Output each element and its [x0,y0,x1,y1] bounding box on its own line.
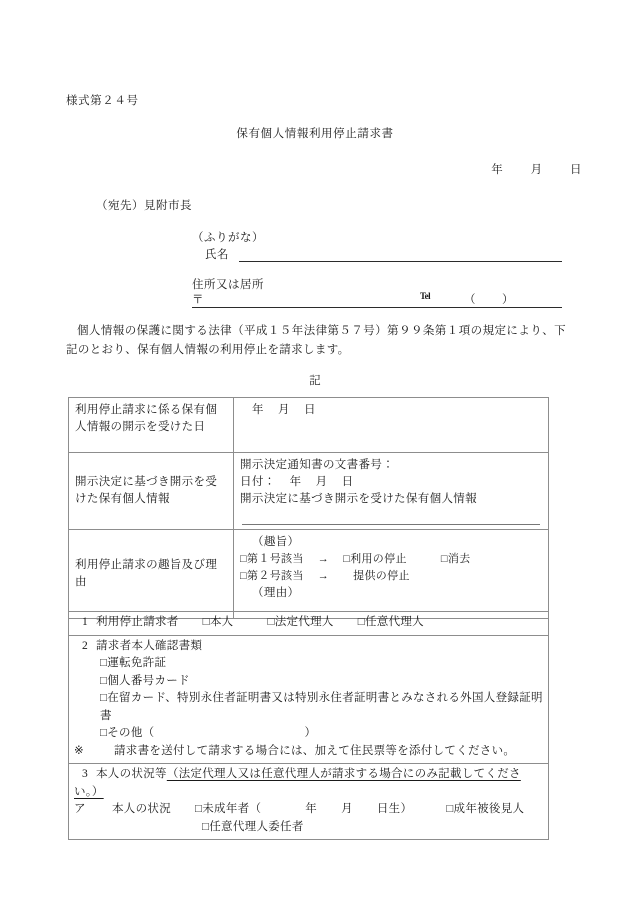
item2-choice-2[interactable] [74,673,543,691]
main-table [68,397,549,619]
option2-label: 第２号該当 [247,570,304,582]
option1-sub1-label: 利用の停止 [350,553,407,565]
item1-choice2-label: 法定代理人 [274,616,334,628]
item2-other-checkbox[interactable]: □ [100,727,108,739]
row1-body[interactable] [234,398,549,453]
item3-cell[interactable] [69,764,549,840]
row2-header: 開示決定に基づき開示を受けた保有個人情報 [69,453,234,530]
option2-sub1-label: 提供の停止 [353,570,410,582]
disclosure-received-date [240,402,542,419]
tel-close-paren: ） [502,294,514,306]
name-label: 氏名 [205,249,229,261]
purpose-option-2[interactable] [240,568,542,585]
item3-adult-ward-label: 成年被後見人 [453,803,525,815]
tel-open-paren: （ [464,294,476,306]
item2-label: 請求者本人確認書類 [96,639,203,652]
option1-checkbox[interactable]: □ [240,553,247,565]
name-field-row [205,246,562,262]
row1-header: 利用停止請求に係る保有個人情報の開示を受けた日 [69,398,234,453]
item1-choice3-label: 任意代理人 [364,616,424,628]
item2-number: 2 [81,639,89,652]
purpose-option-1[interactable] [240,551,542,568]
item3-minor-checkbox[interactable]: □ [195,803,203,815]
row1-month-label: 月 [278,404,290,416]
item1-number: 1 [81,616,89,628]
note-mark: ※ [74,744,84,757]
address-label: 住所又は居所 [192,279,264,291]
sub-table [68,611,549,840]
item3-note-underlined: （法定代理人又は任意代理人が請求する場合にのみ記載してください。） [74,768,521,798]
disclosed-info-line: 開示決定に基づき開示を受けた保有個人情報 [240,493,477,505]
item2-cell[interactable] [69,635,549,764]
item3-heading [74,766,543,801]
item3-sub-label: 本人の状況 [112,803,171,815]
option1-sub1-checkbox[interactable]: □ [343,553,351,565]
item3-sub-row[interactable] [74,801,543,819]
telephone-label: Tel [420,291,431,301]
row2-day-label: 日 [341,476,354,488]
reason-label: （理由） [252,587,300,599]
table-row [69,764,549,840]
row2-month-label: 月 [315,476,328,488]
address-field-row[interactable] [192,291,562,308]
disclosed-info-input-line[interactable] [242,514,540,525]
item2-choice1-checkbox[interactable]: □ [100,657,108,669]
table-row [69,453,549,530]
item2-choice2-label: 個人番号カード [107,674,190,687]
purpose-label: （趣旨） [252,536,300,548]
item3-proxy-label: 任意代理人委任者 [209,820,304,833]
item1-choice1-checkbox[interactable]: □ [202,616,210,628]
item2-choice3-checkbox[interactable]: □ [100,692,108,704]
item2-choice-1[interactable] [74,655,543,673]
item2-heading [74,638,543,656]
item3-sub-marker: ア [74,803,86,815]
item2-choice-3[interactable] [74,690,543,725]
option1-arrow-icon: → [317,553,330,565]
date-month-label: 月 [530,164,543,176]
item2-other[interactable] [74,725,543,743]
item2-note-text: 請求書を送付して請求する場合には、加えて住民票等を添付してください。 [114,744,516,757]
postal-code-symbol: 〒 [192,294,204,306]
doc-date-line [240,474,542,491]
item1-cell[interactable] [69,612,549,636]
item3-minor-month: 月 [341,803,353,815]
option1-label: 第１号該当 [247,553,304,565]
lead-paragraph: 個人情報の保護に関する法律（平成１５年法律第５７号）第９９条第１項の規定により、下記のとおり、保有個人情報の利用停止を請求します。 [66,325,566,356]
item1-choice1-label: 本人 [209,616,234,628]
item3-minor-label: 未成年者（ [202,803,262,815]
row3-header: 利用停止請求の趣旨及び理由 [69,530,234,619]
form-number: 様式第２４号 [66,95,139,107]
option2-checkbox[interactable]: □ [240,570,247,582]
row2-date-label: 日付： [240,476,276,488]
telephone-parens [464,291,514,307]
item1-choice2-checkbox[interactable]: □ [267,616,275,628]
name-input-line[interactable] [239,248,562,262]
row1-day-label: 日 [304,404,316,416]
item3-number: 3 [81,768,89,780]
item2-other-label: その他（ [107,727,155,739]
table-row [69,612,549,636]
item1-choice3-checkbox[interactable]: □ [357,616,365,628]
date-line [467,161,582,177]
row1-year-label: 年 [252,404,264,416]
row2-year-label: 年 [289,476,302,488]
item3-proxy-row[interactable] [74,819,543,837]
item2-note [74,743,543,761]
item3-proxy-checkbox[interactable]: □ [202,820,210,833]
item1-label: 利用停止請求者 [96,616,179,628]
item2-choice1-label: 運転免許証 [107,657,167,669]
date-year-label: 年 [491,164,504,176]
table-row [69,398,549,453]
document-title: 保有個人情報利用停止請求書 [236,128,394,140]
item2-other-close: ） [304,727,317,739]
item3-adult-ward-checkbox[interactable]: □ [446,803,454,815]
table-row [69,635,549,764]
addressee: （宛先）見附市長 [96,200,192,212]
row2-body[interactable] [234,453,549,530]
date-day-label: 日 [570,164,582,176]
item2-choice2-checkbox[interactable]: □ [100,674,108,687]
row3-body[interactable] [234,530,549,619]
item2-choice3-label: 在留カード、特別永住者証明書又は特別永住者証明書とみなされる外国人登録証明書 [100,692,543,722]
option1-sub2-checkbox[interactable]: □ [440,553,448,565]
option2-arrow-icon: → [317,570,330,582]
option1-sub2-label: 消去 [447,553,471,565]
table-row [69,530,549,619]
furigana-label: （ふりがな） [192,232,264,244]
doc-number-line: 開示決定通知書の文書番号： [240,459,395,471]
ki-marker: 記 [309,375,321,387]
item3-minor-day: 日生） [376,803,413,815]
item3-minor-year: 年 [305,803,318,815]
item3-label: 本人の状況等 [96,768,167,780]
